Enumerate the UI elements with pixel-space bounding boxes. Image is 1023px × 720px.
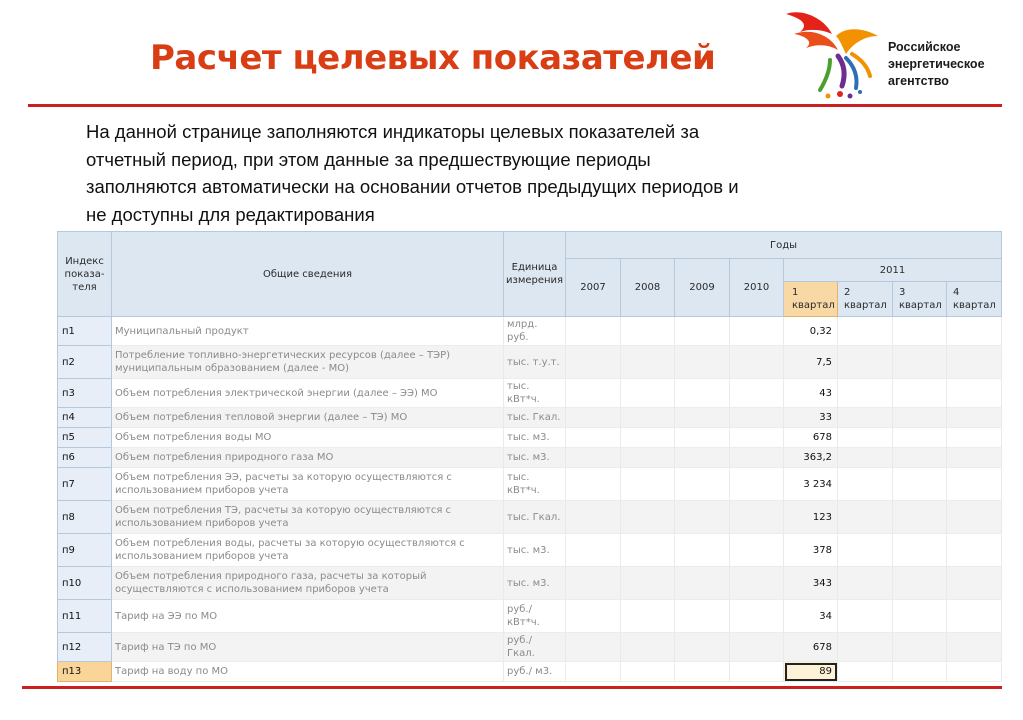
intro-line: не доступны для редактирования — [86, 203, 375, 225]
quarter-1-value-cell[interactable]: 34 — [784, 600, 838, 633]
quarter-value-cell[interactable] — [838, 501, 893, 534]
table-row[interactable] — [58, 428, 1002, 448]
year-value-cell — [566, 534, 621, 567]
description-cell: Объем потребления электрической энергии (далее – ЭЭ) МО — [112, 379, 504, 408]
year-value-cell — [566, 600, 621, 633]
unit-cell: тыс. кВт*ч. — [504, 468, 566, 501]
table-row[interactable] — [58, 534, 1002, 567]
year-value-cell — [675, 501, 730, 534]
quarter-value-cell[interactable] — [838, 534, 893, 567]
year-value-cell — [621, 600, 675, 633]
quarter-value-cell[interactable] — [947, 600, 1002, 633]
quarter-value-cell[interactable] — [947, 567, 1002, 600]
table-row[interactable] — [58, 501, 1002, 534]
index-cell: п6 — [58, 448, 112, 468]
indicators-grid — [57, 231, 1001, 677]
description-cell: Потребление топливно-энергетических ресурсов (далее – ТЭР) муниципальным образованием (далее - МО) — [112, 346, 504, 379]
logo-line: Российское — [888, 40, 961, 54]
year-value-cell — [566, 379, 621, 408]
year-value-cell — [621, 534, 675, 567]
index-cell: п12 — [58, 633, 112, 662]
year-value-cell — [675, 567, 730, 600]
quarter-value-cell[interactable] — [893, 346, 947, 379]
quarter-value-cell[interactable] — [893, 379, 947, 408]
description-cell: Объем потребления тепловой энергии (далее – ТЭ) МО — [112, 408, 504, 428]
year-value-cell — [566, 662, 621, 682]
year-value-cell — [730, 600, 784, 633]
header-year-2008[interactable]: 2008 — [621, 259, 675, 317]
header-quarter-4[interactable]: 4 квартал — [947, 282, 1002, 317]
top-divider — [28, 104, 1002, 107]
year-value-cell — [566, 317, 621, 346]
unit-cell: тыс. м3. — [504, 567, 566, 600]
year-value-cell — [675, 317, 730, 346]
year-value-cell — [675, 408, 730, 428]
year-value-cell — [621, 346, 675, 379]
logo-line: агентство — [888, 74, 949, 88]
logo-text — [888, 39, 1020, 90]
table-row[interactable] — [58, 317, 1002, 346]
header-quarter-3[interactable]: 3 квартал — [893, 282, 947, 317]
year-value-cell — [730, 428, 784, 448]
unit-cell: руб./ м3. — [504, 662, 566, 682]
quarter-value-cell[interactable] — [838, 448, 893, 468]
quarter-value-cell[interactable] — [838, 633, 893, 662]
description-cell: Муниципальный продукт — [112, 317, 504, 346]
quarter-1-value-cell[interactable]: 0,32 — [784, 317, 838, 346]
intro-line: заполняются автоматически на основании отчетов предыдущих периодов и — [86, 176, 739, 197]
index-cell: п9 — [58, 534, 112, 567]
header-year-2009[interactable]: 2009 — [675, 259, 730, 317]
year-value-cell — [675, 428, 730, 448]
year-value-cell — [675, 346, 730, 379]
index-cell: п5 — [58, 428, 112, 448]
intro-line: отчетный период, при этом данные за предшествующие периоды — [86, 148, 651, 170]
table-row[interactable] — [58, 600, 1002, 633]
year-value-cell — [621, 633, 675, 662]
year-value-cell — [621, 468, 675, 501]
index-cell: п13 — [58, 662, 112, 682]
quarter-value-cell[interactable] — [947, 501, 1002, 534]
description-cell: Тариф на ТЭ по МО — [112, 633, 504, 662]
header-year-2010[interactable]: 2010 — [730, 259, 784, 317]
year-value-cell — [730, 501, 784, 534]
year-value-cell — [566, 567, 621, 600]
quarter-value-cell[interactable] — [947, 448, 1002, 468]
year-value-cell — [675, 600, 730, 633]
header-year-2007[interactable]: 2007 — [566, 259, 621, 317]
year-value-cell — [675, 534, 730, 567]
year-value-cell — [566, 501, 621, 534]
year-value-cell — [730, 662, 784, 682]
year-value-cell — [675, 662, 730, 682]
grid-body — [58, 317, 1002, 682]
year-value-cell — [621, 317, 675, 346]
unit-cell: руб./ Гкал. — [504, 633, 566, 662]
quarter-1-value-cell[interactable]: 43 — [784, 379, 838, 408]
year-value-cell — [730, 408, 784, 428]
quarter-value-cell[interactable] — [893, 567, 947, 600]
quarter-value-cell[interactable] — [838, 346, 893, 379]
quarter-1-value-cell[interactable]: 378 — [784, 534, 838, 567]
description-cell: Объем потребления природного газа, расчеты за который осуществляются с использованием приборов учета — [112, 567, 504, 600]
description-cell: Объем потребления природного газа МО — [112, 448, 504, 468]
quarter-value-cell[interactable] — [947, 408, 1002, 428]
year-value-cell — [566, 346, 621, 379]
quarter-value-cell[interactable] — [838, 428, 893, 448]
index-cell: п2 — [58, 346, 112, 379]
quarter-value-cell[interactable] — [893, 428, 947, 448]
year-value-cell — [730, 346, 784, 379]
logo-line: энергетическое — [888, 57, 985, 71]
index-cell: п11 — [58, 600, 112, 633]
quarter-value-cell[interactable] — [838, 468, 893, 501]
year-value-cell — [566, 468, 621, 501]
quarter-value-cell[interactable] — [947, 317, 1002, 346]
year-value-cell — [675, 468, 730, 501]
index-cell: п1 — [58, 317, 112, 346]
unit-cell: тыс. м3. — [504, 448, 566, 468]
intro-line: На данной странице заполняются индикаторы целевых показателей за — [86, 121, 700, 142]
description-cell: Объем потребления ЭЭ, расчеты за которую осуществляются с использованием приборов учета — [112, 468, 504, 501]
year-value-cell — [621, 501, 675, 534]
year-value-cell — [621, 428, 675, 448]
quarter-value-cell[interactable] — [947, 379, 1002, 408]
quarter-value-cell[interactable] — [838, 379, 893, 408]
index-cell: п4 — [58, 408, 112, 428]
year-value-cell — [566, 408, 621, 428]
description-cell: Объем потребления ТЭ, расчеты за которую осуществляются с использованием приборов учета — [112, 501, 504, 534]
table-row[interactable] — [58, 448, 1002, 468]
header-index[interactable]: Индекс показа-теля — [58, 232, 112, 317]
quarter-value-cell[interactable] — [893, 468, 947, 501]
quarter-value-cell[interactable] — [838, 317, 893, 346]
unit-cell: тыс. т.у.т. — [504, 346, 566, 379]
quarter-value-cell[interactable] — [838, 600, 893, 633]
quarter-1-value-cell[interactable]: 678 — [784, 633, 838, 662]
year-value-cell — [621, 408, 675, 428]
unit-cell: тыс. м3. — [504, 428, 566, 448]
table-row[interactable] — [58, 633, 1002, 662]
index-cell: п8 — [58, 501, 112, 534]
description-cell: Тариф на ЭЭ по МО — [112, 600, 504, 633]
unit-cell: тыс. кВт*ч. — [504, 379, 566, 408]
unit-cell: руб./ кВт*ч. — [504, 600, 566, 633]
year-value-cell — [730, 567, 784, 600]
quarter-1-value-cell[interactable]: 33 — [784, 408, 838, 428]
quarter-1-value-cell[interactable]: 363,2 — [784, 448, 838, 468]
year-value-cell — [730, 379, 784, 408]
quarter-value-cell[interactable] — [893, 408, 947, 428]
quarter-value-cell[interactable] — [947, 633, 1002, 662]
year-value-cell — [621, 567, 675, 600]
description-cell: Объем потребления воды, расчеты за которую осуществляются с использованием приборов учета — [112, 534, 504, 567]
quarter-value-cell[interactable] — [947, 662, 1002, 682]
header-quarter-2[interactable]: 2 квартал — [838, 282, 893, 317]
intro-text — [86, 118, 886, 228]
quarter-value-cell[interactable] — [893, 534, 947, 567]
quarter-value-cell[interactable] — [838, 567, 893, 600]
year-value-cell — [675, 448, 730, 468]
year-value-cell — [730, 534, 784, 567]
year-value-cell — [730, 633, 784, 662]
quarter-1-value-cell[interactable]: 678 — [784, 428, 838, 448]
table-row[interactable] — [58, 468, 1002, 501]
table-row[interactable] — [58, 567, 1002, 600]
quarter-value-cell[interactable] — [893, 600, 947, 633]
table-row[interactable] — [58, 662, 1002, 682]
quarter-value-cell[interactable] — [893, 317, 947, 346]
quarter-value-cell[interactable] — [947, 534, 1002, 567]
header-year-2011[interactable]: 2011 — [784, 259, 1002, 282]
year-value-cell — [675, 379, 730, 408]
year-value-cell — [730, 468, 784, 501]
index-cell: п3 — [58, 379, 112, 408]
year-value-cell — [621, 448, 675, 468]
quarter-1-value-cell[interactable]: 343 — [784, 567, 838, 600]
quarter-value-cell[interactable] — [893, 501, 947, 534]
active-input-cell[interactable]: 89 — [784, 662, 838, 682]
quarter-value-cell[interactable] — [893, 448, 947, 468]
unit-cell: тыс. Гкал. — [504, 501, 566, 534]
description-cell: Тариф на воду по МО — [112, 662, 504, 682]
unit-cell: тыс. Гкал. — [504, 408, 566, 428]
index-cell: п7 — [58, 468, 112, 501]
quarter-value-cell[interactable] — [838, 408, 893, 428]
header-info[interactable]: Общие сведения — [112, 232, 504, 317]
quarter-1-value-cell[interactable]: 7,5 — [784, 346, 838, 379]
quarter-value-cell[interactable] — [947, 468, 1002, 501]
quarter-1-value-cell[interactable]: 3 234 — [784, 468, 838, 501]
header-quarter-1[interactable]: 1 квартал — [784, 282, 838, 317]
quarter-value-cell[interactable] — [838, 662, 893, 682]
unit-cell: тыс. м3. — [504, 534, 566, 567]
quarter-value-cell[interactable] — [893, 633, 947, 662]
agency-logo — [780, 4, 1020, 100]
year-value-cell — [675, 633, 730, 662]
page-title: Расчет целевых показателей — [150, 38, 716, 78]
description-cell: Объем потребления воды МО — [112, 428, 504, 448]
bottom-divider — [22, 686, 1002, 689]
year-value-cell — [730, 317, 784, 346]
header-years[interactable]: Годы — [566, 232, 1002, 259]
table-row[interactable] — [58, 346, 1002, 379]
header-unit[interactable]: Единица измерения — [504, 232, 566, 317]
indicators-table — [57, 231, 1002, 682]
table-row[interactable] — [58, 379, 1002, 408]
unit-cell: млрд. руб. — [504, 317, 566, 346]
quarter-1-value-cell[interactable]: 123 — [784, 501, 838, 534]
index-cell: п10 — [58, 567, 112, 600]
year-value-cell — [566, 633, 621, 662]
year-value-cell — [566, 448, 621, 468]
phoenix-logo-icon — [780, 4, 890, 100]
table-row[interactable] — [58, 408, 1002, 428]
year-value-cell — [730, 448, 784, 468]
year-value-cell — [621, 662, 675, 682]
year-value-cell — [566, 428, 621, 448]
quarter-value-cell[interactable] — [947, 428, 1002, 448]
year-value-cell — [621, 379, 675, 408]
quarter-value-cell[interactable] — [893, 662, 947, 682]
quarter-value-cell[interactable] — [947, 346, 1002, 379]
